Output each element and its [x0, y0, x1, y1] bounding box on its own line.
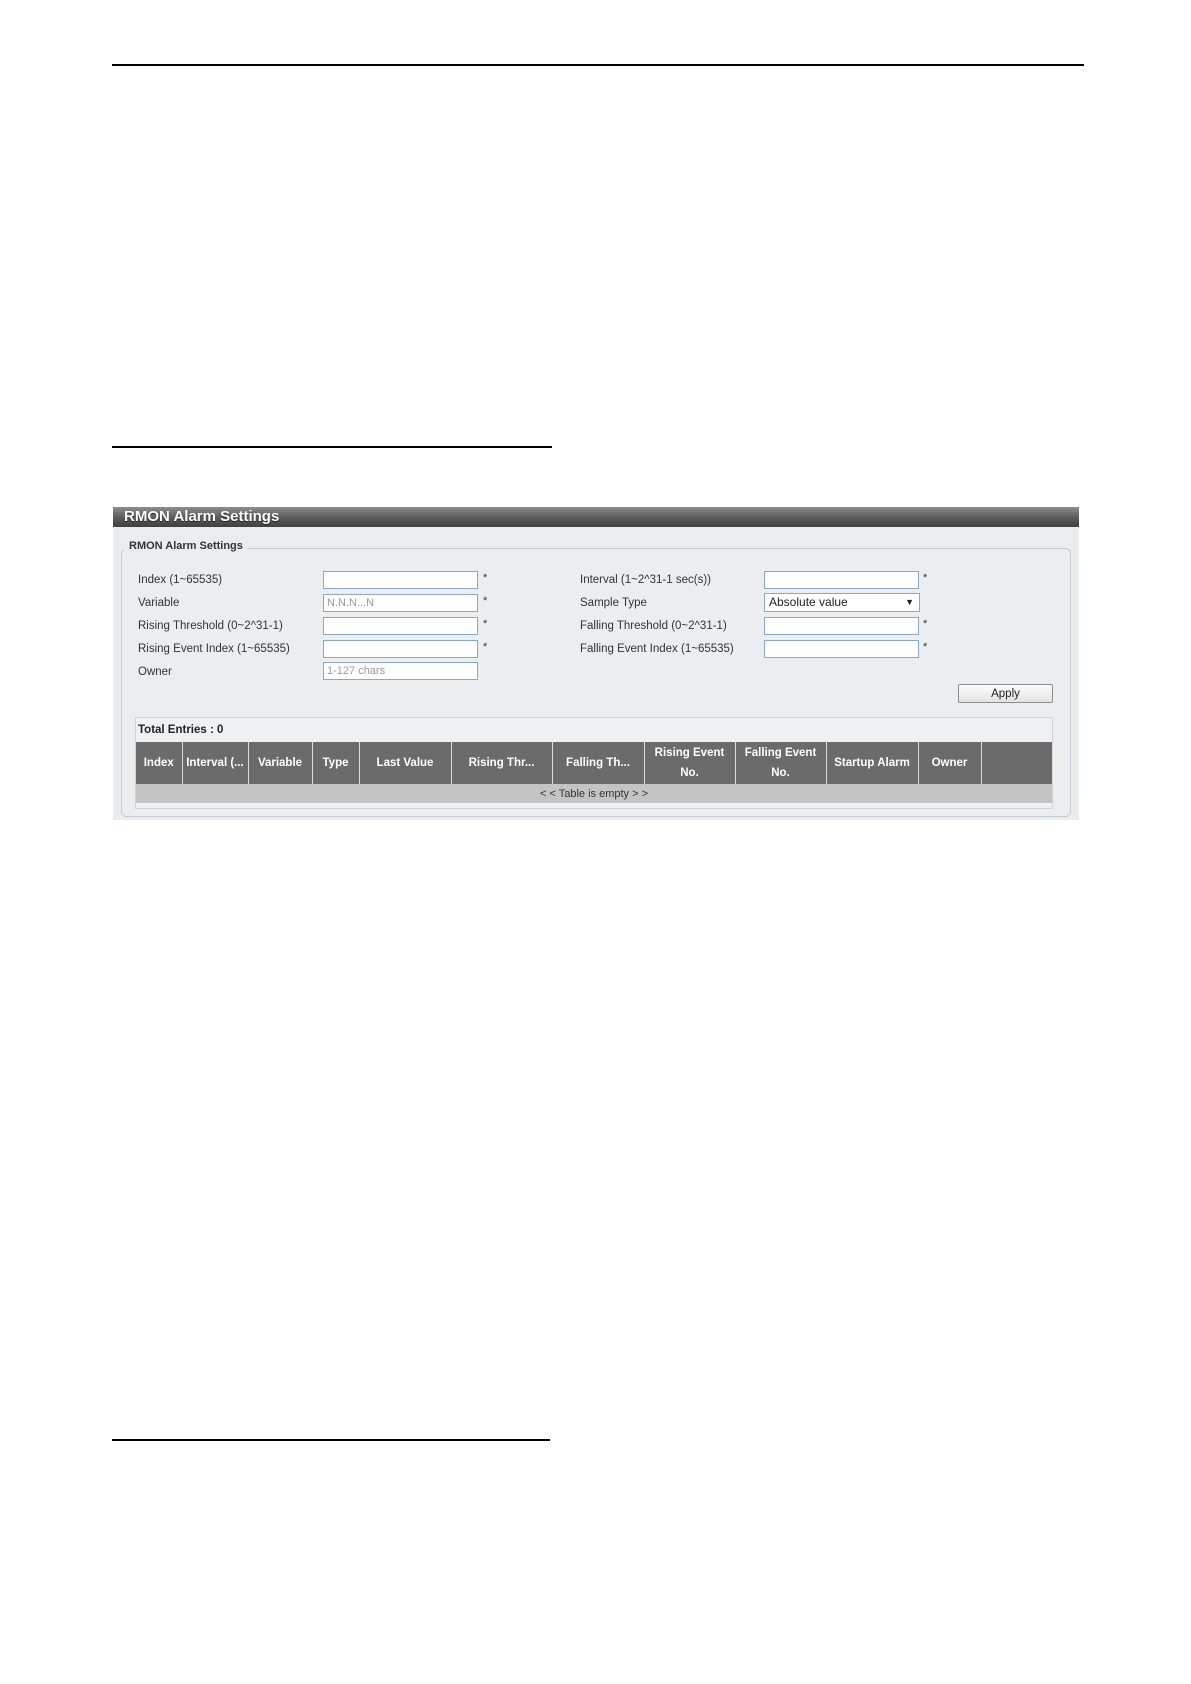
section-rule [112, 446, 552, 448]
owner-label: Owner [138, 666, 172, 678]
panel-title: RMON Alarm Settings [124, 508, 280, 525]
index-input[interactable] [323, 571, 478, 589]
rising-event-index-input[interactable] [323, 640, 478, 658]
panel-titlebar [113, 507, 1079, 527]
alarm-table [136, 742, 1053, 803]
table-row [136, 784, 1052, 803]
table-empty-message: < < Table is empty > > [136, 784, 1052, 803]
interval-label: Interval (1~2^31-1 sec(s)) [580, 574, 711, 586]
falling-event-index-input[interactable] [764, 640, 919, 658]
required-asterisk: * [923, 618, 928, 630]
dropdown-arrow-icon: ▼ [905, 597, 914, 607]
falling-threshold-label: Falling Threshold (0~2^31-1) [580, 620, 727, 632]
column-header-variable[interactable]: Variable [248, 742, 312, 784]
rising-threshold-label: Rising Threshold (0~2^31-1) [138, 620, 283, 632]
total-entries: Total Entries : 0 [138, 724, 224, 736]
rising-event-index-label: Rising Event Index (1~65535) [138, 643, 290, 655]
alarm-table-area [135, 717, 1053, 809]
column-header-rising-threshold[interactable]: Rising Thr... [451, 742, 552, 784]
column-header-rising-event-no[interactable]: Rising Event No. [644, 742, 735, 784]
required-asterisk: * [483, 572, 488, 584]
column-header-owner[interactable]: Owner [918, 742, 981, 784]
variable-label: Variable [138, 597, 180, 609]
sample-type-select[interactable] [764, 593, 920, 612]
interval-input[interactable] [764, 571, 919, 589]
falling-event-index-label: Falling Event Index (1~65535) [580, 643, 734, 655]
apply-button[interactable]: Apply [958, 684, 1053, 703]
falling-threshold-input[interactable] [764, 617, 919, 635]
required-asterisk: * [483, 618, 488, 630]
required-asterisk: * [483, 641, 488, 653]
required-asterisk: * [923, 572, 928, 584]
variable-input[interactable] [323, 594, 478, 612]
index-label: Index (1~65535) [138, 574, 223, 586]
column-header-index[interactable]: Index [136, 742, 182, 784]
section-rule [112, 1439, 550, 1441]
required-asterisk: * [923, 641, 928, 653]
column-header-interval[interactable]: Interval (... [182, 742, 248, 784]
column-header-falling-event-no[interactable]: Falling Event No. [735, 742, 826, 784]
fieldset-legend: RMON Alarm Settings [124, 539, 248, 553]
rising-threshold-input[interactable] [323, 617, 478, 635]
column-header-last-value[interactable]: Last Value [359, 742, 451, 784]
sample-type-value: Absolute value [769, 595, 848, 609]
sample-type-label: Sample Type [580, 597, 647, 609]
column-header-falling-threshold[interactable]: Falling Th... [552, 742, 644, 784]
page-top-rule [112, 64, 1084, 66]
column-header-actions [981, 742, 1052, 784]
column-header-type[interactable]: Type [312, 742, 359, 784]
required-asterisk: * [483, 595, 488, 607]
table-header-row [136, 742, 1052, 784]
owner-input[interactable] [323, 662, 478, 680]
column-header-startup-alarm[interactable]: Startup Alarm [826, 742, 918, 784]
